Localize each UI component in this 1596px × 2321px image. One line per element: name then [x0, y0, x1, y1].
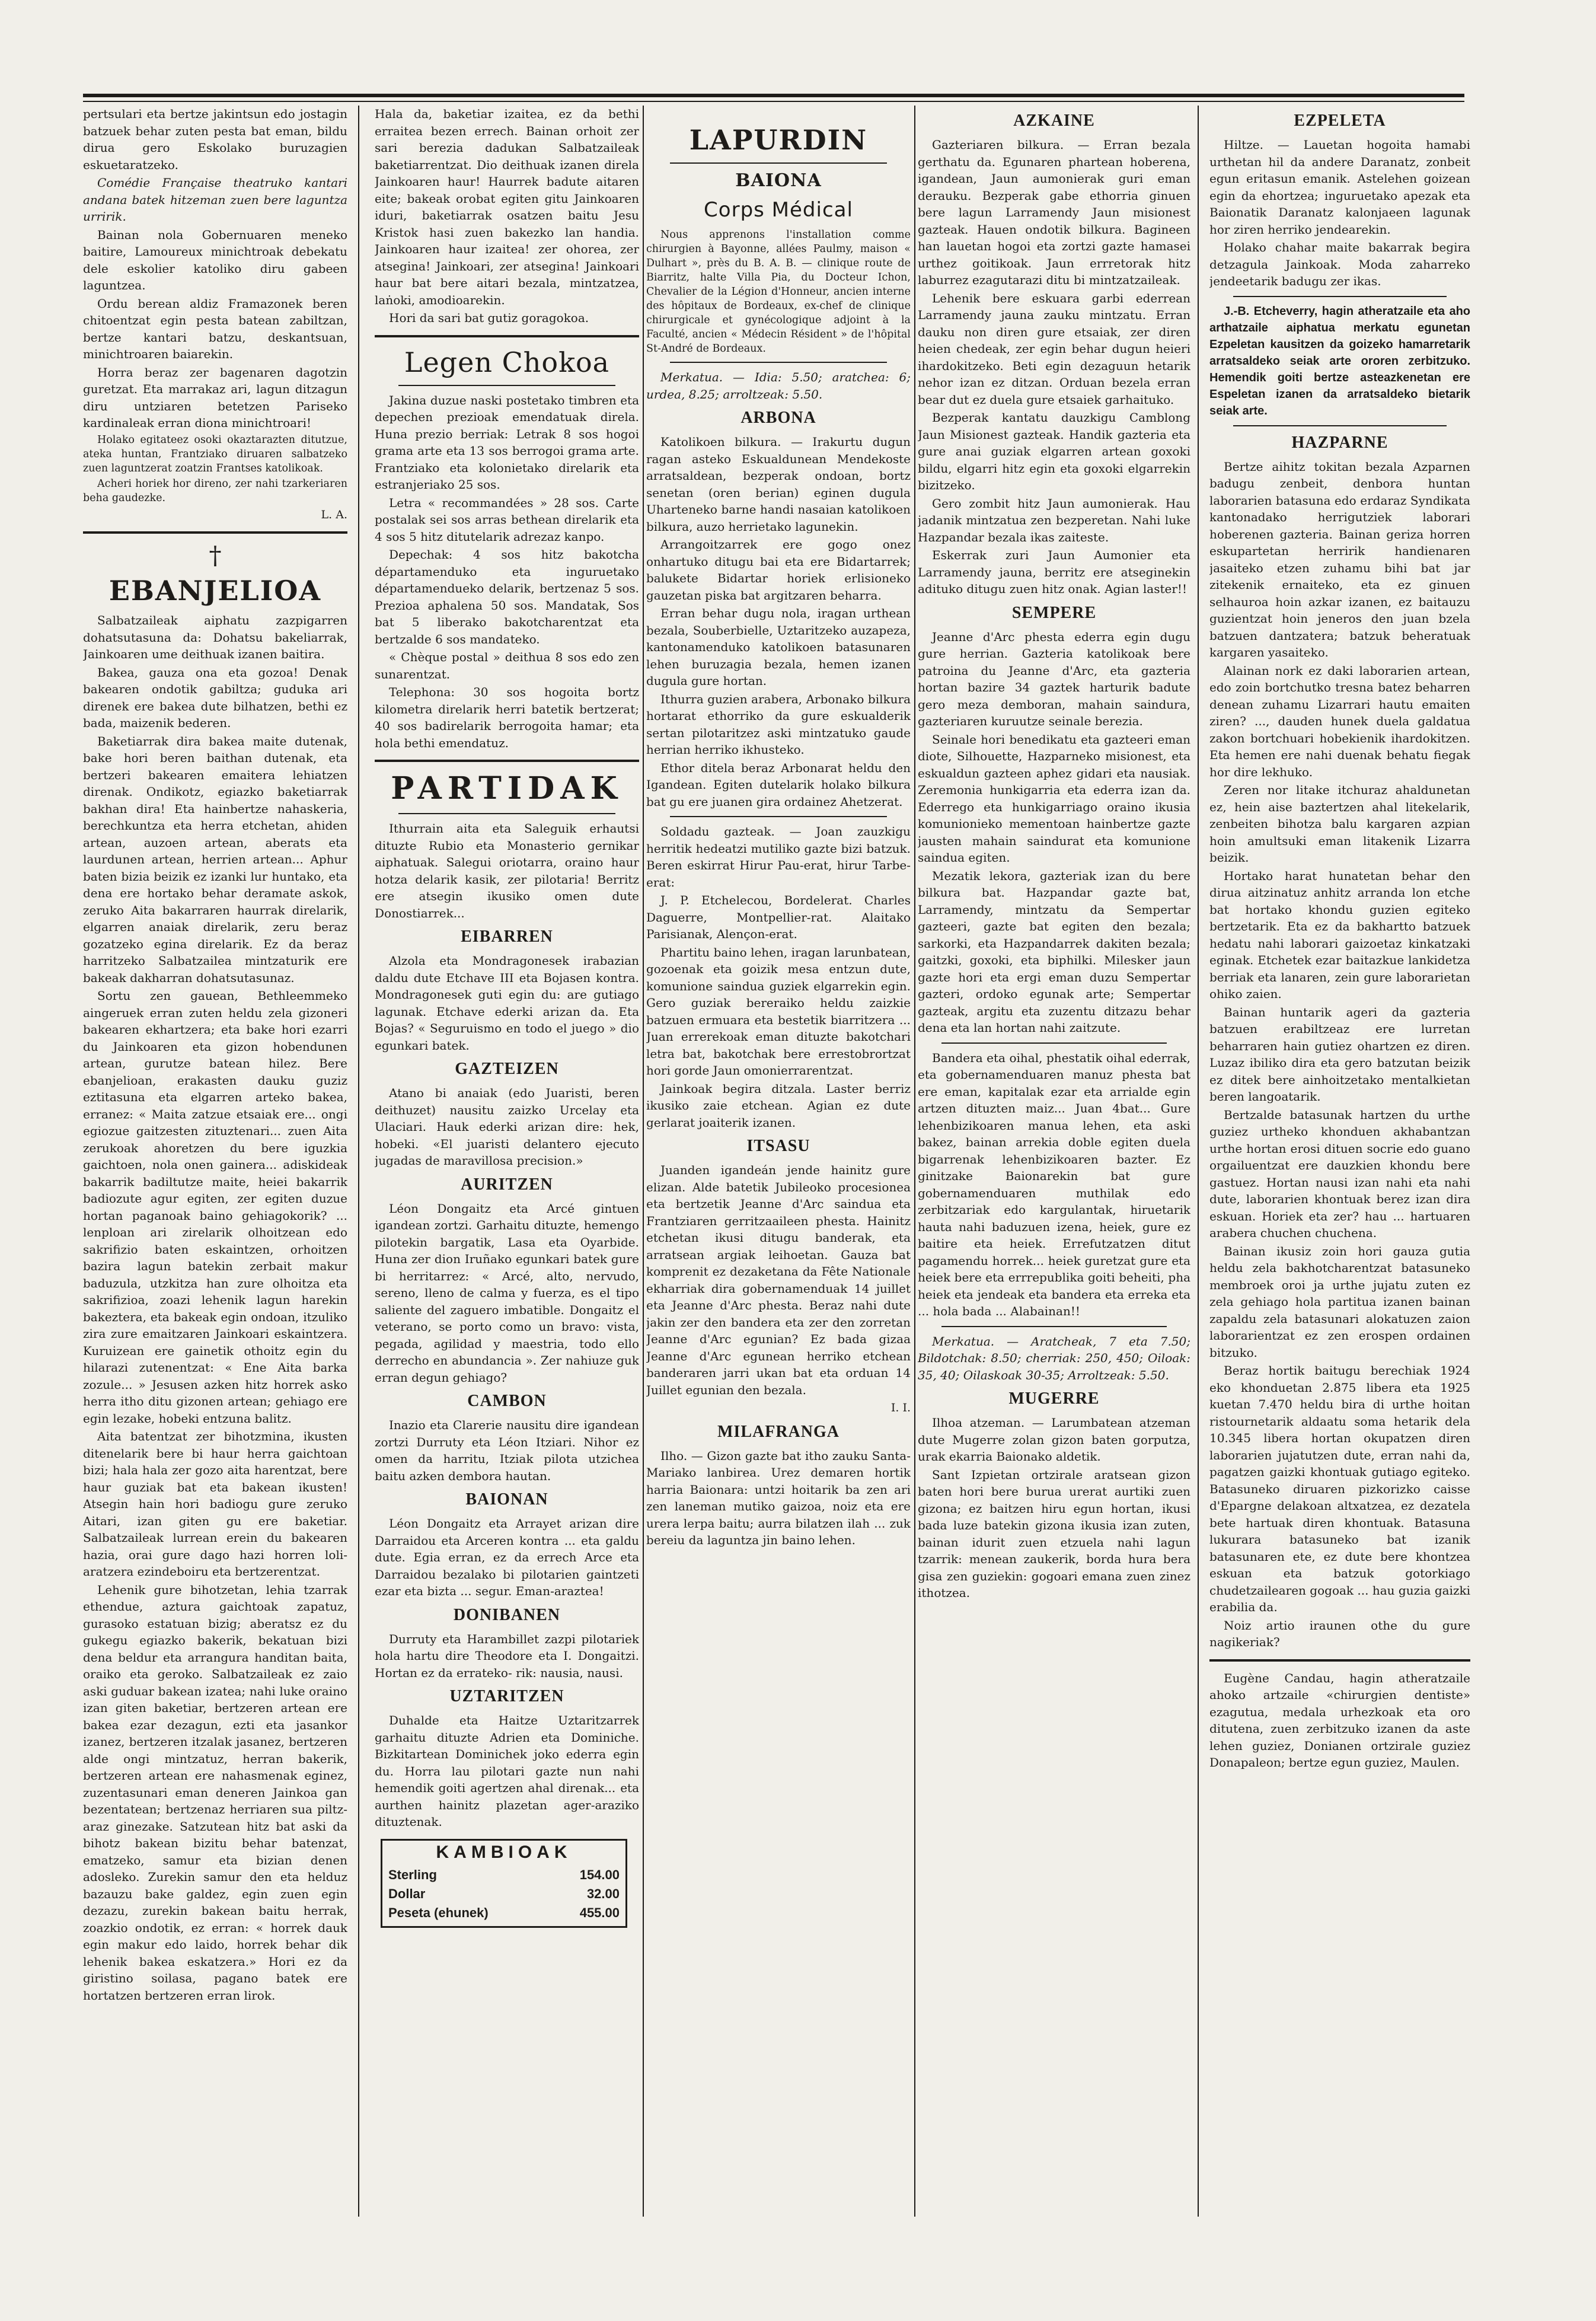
- paragraph: Katolikoen bilkura. — Irakurtu dugun ragan asteko Eskualdunean Mendekoste arratsaldean, bezperak ondoan, bortz senetan (oren berian) eginen dugula Uharteneko barne handi nasaian katolikoen bilkura, auzo herrietako lagunekin.: [646, 435, 911, 534]
- section-divider: [1233, 296, 1447, 297]
- paragraph: Hortako harat hunatetan behar den dirua aitzinatuz anhitz arranda lon etche bat hortako khondu guzien egiteko bertzetarik. Eta ez da bakhartto batzuek hedatu nahi laborari gaizoetaz kinkatzaki eginak. Etchetek ezar baitazkue lankidetza berriak eta lanaren, zein gure laborarietan ohiko zaien.: [1209, 868, 1470, 1001]
- paragraph: Erran behar dugu nola, iragan urthean bezala, Souberbielle, Uztaritzeko auzapeza, kantonamenduko katolikoen batasunaren lehen buruzagia bezala, hemen izanen dugula gure hortan.: [646, 606, 911, 688]
- paragraph: Ithurra guzien arabera, Arbonako bilkura hortarat ethorriko da gure eskualderik sertan pilotaritzez aski mintzatuko gaude herrian herriko ikhusteko.: [646, 691, 911, 757]
- column-4: [918, 106, 1190, 2211]
- section-divider: [1209, 1659, 1470, 1662]
- paragraph: Jakina duzue naski postetako timbren eta depechen prezioak emendatuak direla. Huna prezio berriak: Letrak 8 sos hogoi grama arte eta 13 sos berrogoi grama arte. Frantziako eta kolonietako direlarik eta estranjeriako 25 sos.: [375, 393, 639, 492]
- column-rule: [358, 106, 359, 2217]
- paragraph: Sant Izpietan ortzirale aratsean gizon baten hori bere burua urerat aurtiki zuen gizona; ez baitzen hiru egun hortan, ikusi bada luze batekin gizona ikusia izan zuten, bainan idurit zuen etzuela nahi lagun tzarrik: menean zaukerik, borda hura bera gisa zen guziekin: gogoari emana zuen zinez ithotzea.: [918, 1467, 1190, 1600]
- currency-label: Peseta (ehunek): [388, 1905, 489, 1920]
- paragraph: Ilho. — Gizon gazte bat itho zauku Santa-Mariako lanbirea. Urez demaren hortik harria Baionara: untzi hoitarik ba zen ari zen laneman mutiko gaizoa, noiz eta ere urera lerpa baitu; aurra bilatzen ilah ... zuk bereiu da laguntza jin baino lehen.: [646, 1448, 911, 1547]
- section-title-arbona: ARBONA: [740, 409, 816, 427]
- paragraph: pertsulari eta bertze jakintsun edo jostagin batzuek behar zuten pesta bat eman, bildu dirua gero Eskolako buruzagien eskuetaratzeko.: [83, 107, 347, 172]
- paragraph: Bainan huntarik ageri da gazteria batzuen erabiltzeaz ere lurretan beharraren hain gutiez ohartzen ez diren. Luzaz ibiliko dira eta gero batzutan beizik ez ditek bere ainhoitzetako mentalkietan beren langoatarik.: [1209, 1005, 1470, 1104]
- column-rule: [914, 106, 915, 2217]
- section-title-milafranga: MILAFRANGA: [717, 1422, 840, 1441]
- paragraph: Léon Dongaitz eta Arrayet arizan dire Darraidou eta Arceren kontra ... eta galdu dute. Egia erran, ez da errech Arce eta Darraidou bezalako bi pilotarien gaintzeti ezar eta bizta ... segur. Eman-araztea!: [375, 1516, 639, 1598]
- paragraph: Depechak: 4 sos hitz bakotcha départamenduko eta inguruetako départamendueko delarik, bertzenaz 5 sos. Prezioa aphalena 50 sos. Mandatak, Sos bat 5 liberako bakotcharentzat eta bertzalde 6 sos mandateko.: [375, 547, 639, 646]
- paragraph: Lehenik bere eskuara garbi ederrean Larramendy jauna zauku mintzatu. Erran dauku non diren gure etsaiak, zer diren heien chedeak, zer egin behar dugun heieri ihardokitzeko. Beti egin dezaguun hetarik nehor izan ez ditzan. Orduan bezela erran bear dut ez duela gure etsaiek garhaituko.: [918, 291, 1190, 407]
- section-divider: [941, 1326, 1167, 1327]
- paragraph: Bainan nola Gobernuaren meneko baitire, Lamoureux minichtroak debekatu dele eskolier katoliko diru gabeen laguntzea.: [83, 227, 347, 292]
- column-rule: [1198, 106, 1199, 2217]
- paragraph: Ithurrain aita eta Saleguik erhautsi dituzte Rubio eta Monasterio gernikar aiphatuak. Salegui oriotarra, oraino haur hotza delarik kasik, zer pilotaria! Berritz ere atsegin ikusiko omen dute Donostiarrek...: [375, 821, 639, 920]
- advertisement: Eugène Candau, hagin atheratzaile ahoko artzaile «chirurgien dentiste» ezagutua, medala urhezkoak eta oro ditutena, zuen zerbitzuko izanen da aste lehen guziez, Donianen ortzirale guziez Donapaleon; bertze egun guziez, Maulen.: [1209, 1670, 1470, 1770]
- paragraph: Ilhoa atzeman. — Larumbatean atzeman dute Mugerre zolan gizon baten gorputza, urak ekarria Baionako aldetik.: [918, 1415, 1190, 1464]
- section-title-hazparne: HAZPARNE: [1291, 433, 1388, 452]
- paragraph: Durruty eta Harambillet zazpi pilotariek hola hartu dire Theodore eta I. Dongaitzi. Hortan ez da errateko- rik: nausia, nausi.: [375, 1631, 639, 1680]
- paragraph: Hala da, baketiar izaitea, ez da bethi erraitea bezen errech. Bainan orhoit zer sari berezia dadukan Salbatzaileak baketiarrentzat. Dio deithuak izanen direla Jainkoaren haur! Haurrek badute aitaren eite; bakeak orobat egiten gitu Jainkoaren iduri, baketiarrak osatzen baitu Jesu Kristok hasi zuen bakezko lan handia. Jainkoaren haur izaitea! zer ohorea, zer atsegina! Jainkoari, zer atsegina! Jainkoari haur bat bere aitari bezala, mintzatzea, laṅoki, amodioarekin.: [375, 107, 639, 307]
- section-title-ebanjelioa: EBANJELIOA: [108, 575, 322, 607]
- paragraph: Zeren nor litake itchuraz ahaldunetan ez, hein aise baztertzen ahal litekelarik, zenbeiten bihotza balu kargaren azpian hoin amultsuki eman litakenik Lizarra beizik.: [1209, 783, 1470, 865]
- section-title-eibarren: EIBARREN: [461, 927, 553, 946]
- paragraph: Telephona: 30 sos hogoita bortz kilometra direlarik herri batetik bertzerat; 40 sos badirelarik berrogoita hamar; eta hola bethi emendatuz.: [375, 685, 639, 750]
- section-title-partidak: PARTIDAK: [391, 770, 623, 806]
- paragraph: Mezatik lekora, gazteriak izan du bere bilkura bat. Hazpandar gazte bat, Larramendy, mintzatu da Sempertar gazteeri, gazte bat egiten den bezala; sarkorki, eta Hazpandarrek dakiten bezala; gaitzki, goxoki, eta biphilki. Milesker jaun gazte hori eta ergi eman duzu Sempertar gazteri, ordoko egunak arte; Sempertar gazteak, argitu eta zuzentu ditzazu behar dena eta lan hortan nahi zaitzute.: [918, 868, 1190, 1035]
- exchange-rate-row: [388, 1885, 620, 1904]
- section-title-auritzen: AURITZEN: [461, 1175, 553, 1194]
- paragraph: Salbatzaileak aiphatu zazpigarren dohatsutasuna da: Dohatsu bakeliarrak, Jainkoaren ume deithuak izanen baitira.: [83, 613, 347, 661]
- paragraph: Noiz artio iraunen othe du gure nagikeriak?: [1209, 1618, 1470, 1649]
- exchange-rates-title: KAMBIOAK: [436, 1842, 572, 1862]
- paragraph: Lehenik gure bihotzetan, lehia tzarrak ethendue, aztura gaichtoak zapatuz, gurasoko estatuan bizig; aberatsz ez du gukegu egiazko bakerik, bekatuan bizi dena beldur eta arrangura handitan baita, oraiko eta geroko. Salbatzaileak ez zaio aski guduar bakean izatea; nahi luke oraino izan giten baketiar, bertzeren artean ere bakea ezar dezagun, ezti eta jasankor izanez, bertzeren itzalak jasanez, bertzeren alde ongi mintzatuz, herran bakerik, bertzeren artean ere nahasmenak eginez, zuzentasunari eman deneren Jainkoa gan bezentatean; bertzenaz herriaren sua piltz-araz ginezake. Satzutean hitz bat aski da bihotz bakean bizitu behar batenzat, ematzeko, samur eta bizian denen adosleko. Zurekin samur den eta helduz bazauzu bake galdez, egin zuen egin dezazu, zurekin bakean baitu herrak, zoazkio ondotik, ez erran: « horrek dauk egin makur edo laido, horrek behar dik lehenik bakea eskatzera.» Hori ez da giristino soilasa, pagano batek ere hortatzen bertzeren erran lirok.: [83, 1582, 347, 2003]
- currency-value: 32.00: [586, 1886, 620, 1901]
- section-title-azkaine: AZKAINE: [1013, 111, 1095, 130]
- section-title-baiona: BAIONA: [735, 170, 822, 191]
- paragraph: Ethor ditela beraz Arbonarat heldu den Igandean. Egiten dutelarik holako bilkura bat gu ere juanen gira ordainez Ahetzerat.: [646, 760, 911, 809]
- paragraph: Aita batentzat zer bihotzmina, ikusten ditenelarik bere bi haur herra gaichtoan bizi; hala hala zer gozo aita harentzat, bere haur guziak bat eta bakean ikusten! Atsegin hain hori badiogu gure zeruko Aitari, izan giten gu ere baketiar. Salbatzaileak lurrean erein du bakearen hazia, orai gure dago hazi horren loli-aratzera ezindeboiru eta bertzerentzat.: [83, 1429, 347, 1579]
- paragraph: Atano bi anaiak (edo Juaristi, beren deithuzet) nausitu zaizko Urcelay eta Ulaciari. Hauk ederki arizan dire: hek, hobeki. «El juaristi delantero ejecuto jugadas de maravillosa precision.»: [375, 1086, 639, 1168]
- section-divider: [670, 816, 887, 817]
- note-paragraph: Acheri horiek hor direno, zer nahi tzarkeriaren beha gaudezke.: [83, 477, 347, 504]
- paragraph: Bertzalde batasunak hartzen du urthe guziez urtheko khonduen akhabantzan urthe hortan erosi dituen socrie edo guano orgailuentzat ere dauzkien khondu bere gastuez. Hortan nausi izan nahi eta nahi dute, laborarien khontuak berez izan dira eskuan. Horiek eta zer? hau ... hartuaren arabera chuchen chuchena.: [1209, 1107, 1470, 1240]
- paragraph: J. P. Etchelecou, Bordelerat. Charles Daguerre, Montpellier-rat. Alaitako Parisianak, Alençon-erat.: [646, 893, 911, 941]
- section-title-cambon: CAMBON: [467, 1392, 547, 1410]
- paragraph: Léon Dongaitz eta Arcé gintuen igandean zortzi. Garhaitu dituzte, hemengo pilotekin bargatik, Lasa eta Oyarbide. Huna zer dion Iruñako egunkari batek gure bi herritarrez: « Arcé, alto, nervudo, sereno, lleno de calma y fuerza, es el tipo saliente del zaguero imbatible. Dongaitz el veterano, se porto como un bravo: vista, pegada, agilidad y maestria, todo ello derrecho en abundancia ». Zer nahiuze guk erran degun gehiago?: [375, 1201, 639, 1385]
- section-divider: [398, 385, 615, 386]
- exchange-rate-row: [388, 1866, 620, 1885]
- section-divider: [941, 1042, 1167, 1044]
- paragraph: Comédie Française theatruko kantari andana batek hitzeman zuen bere laguntza urririk.: [83, 176, 347, 224]
- note-paragraph: Holako egitateez osoki okaztarazten ditutzue, ateka huntan, Frantziako diruaren salbatzeko zuen laguntzerat zoatzin Frantses katolikoak.: [83, 433, 347, 474]
- section-divider: [375, 760, 639, 762]
- advertisement: J.-B. Etcheverry, hagin atheratzaile eta aho arthatzaile aiphatua merkatu egunetan Ezpeletan kausitzen da goizeko hamarretarik arratsaldeko seiak arte ororen zerbitzuko. Hemendik goiti bertze asteazkenetan ere Espeletan izanen da arratsaldeko bietarik seiak arte.: [1209, 304, 1470, 417]
- currency-value: 455.00: [579, 1905, 620, 1920]
- paragraph: Nous apprenons l'installation comme chirurgien à Bayonne, allées Paulmy, maison « Dulhart », près du B. A. B. — clinique route de Biarritz, halte Villa Pia, du Docteur Ichon, Chevalier de la Légion d'Honneur, ancien interne des hôpitaux de Bordeaux, ex-chef de clinique chirurgicale et gynécologique adjoint à la Faculté, ancien « Médecin Résident » de l'hôpital St-André de Bordeaux.: [646, 229, 911, 355]
- section-title-lapurdin: LAPURDIN: [689, 124, 868, 156]
- paragraph: Juanden igandeán jende hainitz gure elizan. Alde batetik Jubileoko procesionea eta bertzetik Jeanne d'Arc saindua eta Frantziaren gerritzaaileen phesta. Hainitz etchetan ikusi ditugu banderak, eta arratsean argiak leihoetan. Gauza bat komprenit ez dezaketana da Fête Nationale ekharriak dira gobernamenduak 14 juillet eta Jeanne d'Arc phesta. Beraz nahi dute jakin zer den bandera eta zer den zorretan Jeanne d'Arc egunian? Ez bada gizaa Jeanne d'Arc egunean herriko etchean banderaren jarri ukan bat eta orduan 14 Juillet egunian den bezala.: [646, 1163, 911, 1397]
- paragraph: Gero zombit hitz Jaun aumonierak. Hau jadanik mintzatua zen bezperetan. Nahi luke Hazpandar bezala ikas zaiteste.: [918, 496, 1190, 544]
- section-title-ezpeleta: EZPELETA: [1294, 111, 1386, 130]
- paragraph: Ordu berean aldiz Framazonek beren chitoentzat egin pesta batean zabiltzan, bertze kantari batzu, deskantsuan, minichtroaren baiarekin.: [83, 296, 347, 361]
- paragraph: Merkatua. — Idia: 5.50; aratchea: 6; urdea, 8.25; arroltzeak: 5.50.: [646, 370, 911, 401]
- paragraph: Horra beraz zer bagenaren dagotzin guretzat. Eta marrakaz ari, lagun ditzagun diru untziaren betetzen Pariseko kardinaleak erran diona minichtroari!: [83, 365, 347, 430]
- top-rule: [83, 94, 1464, 97]
- section-divider: [670, 162, 887, 164]
- paragraph: « Chèque postal » deithua 8 sos edo zen sunarentzat.: [375, 650, 639, 681]
- section-title-baionan: BAIONAN: [465, 1490, 548, 1509]
- section-title-gazteizen: GAZTEIZEN: [455, 1060, 559, 1078]
- paragraph: Alzola eta Mondragonesek irabazian daldu dute Etchave III eta Bojasen kontra. Mondragonesek guti egin du: are gutiago lagunak. Etchave ederki arizan da. Eta Bojas? « Seguruismo en todo el juego » dio egunkari batek.: [375, 954, 639, 1053]
- paragraph: Sortu zen gauean, Bethleemmeko aingeruek erran zuten heldu zela gizoneri bakearen ekhartzera; eta bake hori ezarri du Jainkoaren eta gizon hobendunen artean, gurutze batean hilez. Bere ebanjelioan, erakasten dauku guziz eztitasuna eta elgarren arteko bakea, erranez: « Maita zatzue etsaiak ere... ongi egiozue gaitzesten zituztenari... zuen Aita zerukoak ahoretzen du bere iguzkia gaichtoen, nola onen gainera... adiskideak bakarrik badiltutze maite, heiei bakarrik badiozute agur egiten, zer egiten duzue hortan paganoak baino gehiagokorik? ... lenploan ari zirelarik olhoitzean edo sakrifizio baten eskaintzen, orhoitzen bazira lagun batekin zerbait makur baduzula, utzkitza han zure olhoitza eta sakrifizioa, zoazi lehenik lagun harekin bakeztera, eta bakeak egin ondoan, itzuliko zira zure emaitzaren Jainkoari eskaintzera. Kuruizean ere gainetik othoitz egin du hilarazi zutenentzat: « Ene Aita barka zozule... » Jesusen azken hitz horrek asko herra itho ditu gizonen artean; gehiago ere egin lezake, hobeki entzuna balitz.: [83, 989, 347, 1426]
- paragraph: Bertze aihitz tokitan bezala Azparnen badugu zenbeit, denbora huntan laborarien batasuna edo erdaraz Syndikata kantonadako herrigutziek laborari hoberenen gazteria. Bainan geriza horren eskupartetan herririk handienaren jasaiteko etzen zuhamu bihi bat jar zitekenik ernaiteko, eta ez ginuen selhauroa hoin azkar izanen, ez baitauzu guzientzat hoin jeneros den juan bzela batzuen dantzatera; batzuk beheratuak kargaren yasaiteko.: [1209, 459, 1470, 659]
- paragraph: Jainkoak begira ditzala. Laster berriz ikusiko zaie etchean. Agian ez dute gerlarat joaiterik izanen.: [646, 1081, 911, 1130]
- column-1: [83, 106, 347, 2211]
- top-rule-thin: [83, 101, 1464, 102]
- paragraph: Phartitu baino lehen, iragan larunbatean, gozoenak eta goizik mesa entzun dute, komunione saindua guziek elgarrekin egin. Gero guziak bereraiko heldu zaizkie batzuen ermuara eta bestetik biarritzera ... Juan errerekoak eman dituzte bakotchari letra bat, bakotchak bere errestobrortzat hori gorde Jaun omonierrarentzat.: [646, 945, 911, 1077]
- section-divider: [670, 362, 887, 363]
- paragraph: Bezperak kantatu dauzkigu Camblong Jaun Misionest gazteak. Handik gazteria eta gure anai guziak elgarren artean goxoki bildu, elgarri hitz egin eta goxoki elgarrekin bizitzeko.: [918, 410, 1190, 492]
- section-divider: [375, 335, 639, 337]
- paragraph: Arrangoitzarrek ere gogo onez onhartuko ditugu bai eta ere Bidartarrek; balukete Bidartar horiek erlisioneko gauzetan piska bat argitzaren beharra.: [646, 537, 911, 602]
- section-divider: [83, 531, 347, 534]
- exchange-rates-box: [381, 1839, 627, 1928]
- paragraph: Bainan ikusiz zoin hori gauza gutia heldu zela bakhotcharentzat batasuneko membroek oroi ja urthe jujatu zuten ez zela gehiago hola partitua izanen bainan zapaldu zela batasunari alokatuzen zaion laborarientzat ez zen erospen ordainen bitzuko.: [1209, 1244, 1470, 1360]
- section-title-donibanen: DONIBANEN: [453, 1605, 561, 1624]
- currency-value: 154.00: [579, 1867, 620, 1882]
- section-title-mugerre: MUGERRE: [1008, 1389, 1100, 1408]
- paragraph: Seinale hori benedikatu eta gazteeri eman diote, Silhouette, Hazparneko misionest, eta eskualdun gazteen aphez gidari eta nausiak. Zeremonia hunkigarria eta ederra izan da. Ederrego eta hunkigarriago oraino ikusia komunionieko mementoan hainbertze gazte jausten mahain saindurat eta komunione saindua egiten.: [918, 732, 1190, 865]
- exchange-rate-row: [388, 1904, 620, 1923]
- section-divider: [398, 813, 615, 814]
- section-divider: [1233, 425, 1447, 426]
- paragraph: Hori da sari bat gutiz goragokoa.: [389, 311, 589, 325]
- column-rule: [643, 106, 644, 2217]
- currency-label: Sterling: [388, 1867, 437, 1882]
- paragraph: Gazteriaren bilkura. — Erran bezala gerthatu da. Egunaren phartean hoberena, igandean, Jaun aumonierak guri eman derauku. Bezperak gabe ethorria ginuen bere lagun Larramendy Jaun misionest gazteak. Hauen ondotik bilkura. Bagineen han lauetan hogoi eta zortzi gazte hamasei urthez goitikoak. Jaun errretorak hitz laburrez ezagutarazi ditu bi mintzatzaileak.: [918, 138, 1190, 287]
- paragraph: Holako chahar maite bakarrak begira detzagula Jainkoak. Moda zaharreko jendeetarik badugu zer ikas.: [1209, 240, 1470, 288]
- paragraph: Inazio eta Clarerie nausitu dire igandean zortzi Durruty eta Léon Itziari. Nihor ez omen da harritu, Itziak pilota utzichea baitu azken dembora hautan.: [375, 1418, 639, 1483]
- section-title-legen-chokoa: Legen Chokoa: [404, 346, 610, 378]
- paragraph: Baketiarrak dira bakea maite dutenak, bake hori beren baithan dutenak, eta bertzeri bakearen emaitera lehiatzen direnak. Ondikotz, egiazko baketiarrak bakhan dira! Eta hainbertze nahaskeria, berechkuntza eta herra etchetan, ahiden artean, auzoen artean, aberats eta laurdunen artean, herrien artean... Aphur baten bizia beizik ez izanki lur huntako, eta dena ere hortako behar deramate askok, zeruko Aita bakarraren haurrak direlarik, elgarren anaiak direlarik, zeru beraz gozatzeko egina direlarik. Ez da beraz harritzeko Salbatzailea mintzaturik ere bakeak dakharran dohatsutasunaz.: [83, 734, 347, 985]
- column-5: [1209, 106, 1470, 2211]
- currency-label: Dollar: [388, 1886, 426, 1901]
- section-title-sempere: SEMPERE: [1011, 603, 1097, 622]
- section-title-corps-medical: Corps Médical: [704, 198, 853, 222]
- paragraph: Eskerrak zuri Jaun Aumonier eta Larramendy jauna, berritz ere atseginekin adituko ditugu zuen hitz onak. Agian laster!!: [918, 548, 1190, 596]
- column-3: [646, 106, 911, 2211]
- paragraph: Beraz hortik baitugu berechiak 1924 eko khonduetan 2.875 libera eta 1925 kuetan 7.470 heldu bira di urthe hoitan ristournetarik aldaatu soma hetarik dela 10.345 libera hortan okupatzen diren laborarien jujatutzen dute, erran nahi da, pagatzen gaizki khontuak gutiago egiteko. Batasuneko diruaren pizkorizko caisse d'Epargne delakoan altxatzea, ez dezatela bete hartuak diren khontuak. Batasuna lukurara batasuneko bat izanik batasunaren ete, ez dute bere khontzea eskuan eta batzuk gotorkiago chudetzailearen gogoak ... hau guzia gaizki erabilia da.: [1209, 1363, 1470, 1614]
- paragraph: Merkatua. — Aratcheak, 7 eta 7.50; Bildotchak: 8.50; cherriak: 250, 450; Oiloak: 35, 40; Oilaskoak 30-35; Arroltzeak: 5.50.: [918, 1334, 1190, 1382]
- column-2: [375, 106, 639, 2211]
- paragraph: Alainan nork ez daki laborarien artean, edo zoin bortchutko tresna batez beharren denean zuhamu Lizarrari hautu emaiten ziren? ..., dauden hunek duela galdatua zakon bortchuari hobekienik ihardokitzen. Eta hemen ere nahi duenak behatu fiegak hor dire lekhuko.: [1209, 663, 1470, 779]
- paragraph: Letra « recommandées » 28 sos. Carte postalak sei sos arras bethean direlarik eta 4 sos 5 hitz ditutelarik adrezaz kanpo.: [375, 495, 639, 544]
- section-title-uztaritzen: UZTARITZEN: [449, 1687, 564, 1705]
- signature: I. I.: [890, 1401, 911, 1414]
- signature: L. A.: [321, 508, 347, 521]
- paragraph: Jeanne d'Arc phesta ederra egin dugu gure herrian. Gazteria katolikoak bere patroina du Jeanne d'Arc, eta gazteria hortan bazire 34 gaztek harturik badute gero meza demboran, mahain saindura, gazteriaren kuruutze seinale berezia.: [918, 629, 1190, 728]
- cross-icon: †: [209, 541, 222, 570]
- paragraph: Bandera eta oihal, phestatik oihal ederrak, eta gobernamenduaren manuz phesta bat ere eman, kapitalak ezar eta arrialde egin artzen dituzten maiz... Juan 4bat... Gure lehenbizikoaren manua lehen, eta aski bakez, bainan arrekia doble egiten duela bigarrenak lehenbizikoaren bazter. Ez ginitzake Baionarekin bat gure gobernamenduaren muthilak edo zerbitzariak edo kargulantak, hiruetarik hauta nahi baduzuen izena, heiek, gure ez baitire eta heiek. Errefutzatzen ditut pagamendu horrek... heiek guretzat gure eta heiek bere eta errrepublika goiti beheiti, pha heiek eta jendeak eta bandera eta erreka eta ... hola bada ... Alabainan!!: [918, 1050, 1190, 1318]
- paragraph: Soldadu gazteak. — Joan zauzkigu herritik hedeatzi mutiliko gazte bizi batzuk. Beren eskirrat Hirur Pau-erat, hirur Tarbe-erat:: [646, 824, 911, 889]
- paragraph: Duhalde eta Haitze Uztaritzarrek garhaitu dituzte Adrien eta Dominiche. Bizkitartean Dominichek joko ederra egin du. Horra lau pilotari gazte nun nahi hemendik goiti agertzen ahal direnak... eta aurthen hainitz plazetan ager-araziko dituztenak.: [375, 1713, 639, 1829]
- paragraph: Bakea, gauza ona eta gozoa! Denak bakearen ondotik gabiltza; guduka ari direnek ere bakea dute bilhatzen, bethi ez bada, maizenik bederen.: [83, 665, 347, 730]
- section-title-itsasu: ITSASU: [746, 1137, 810, 1155]
- paragraph: Hiltze. — Lauetan hogoita hamabi urthetan hil da andere Daranatz, zonbeit egun eritasun emanik. Astelehen goizean egin da ehortzea; inguruetako apezak eta Baionatik Daranatz kalonjaeen lagunak hor ziren herriko jendearekin.: [1209, 138, 1470, 237]
